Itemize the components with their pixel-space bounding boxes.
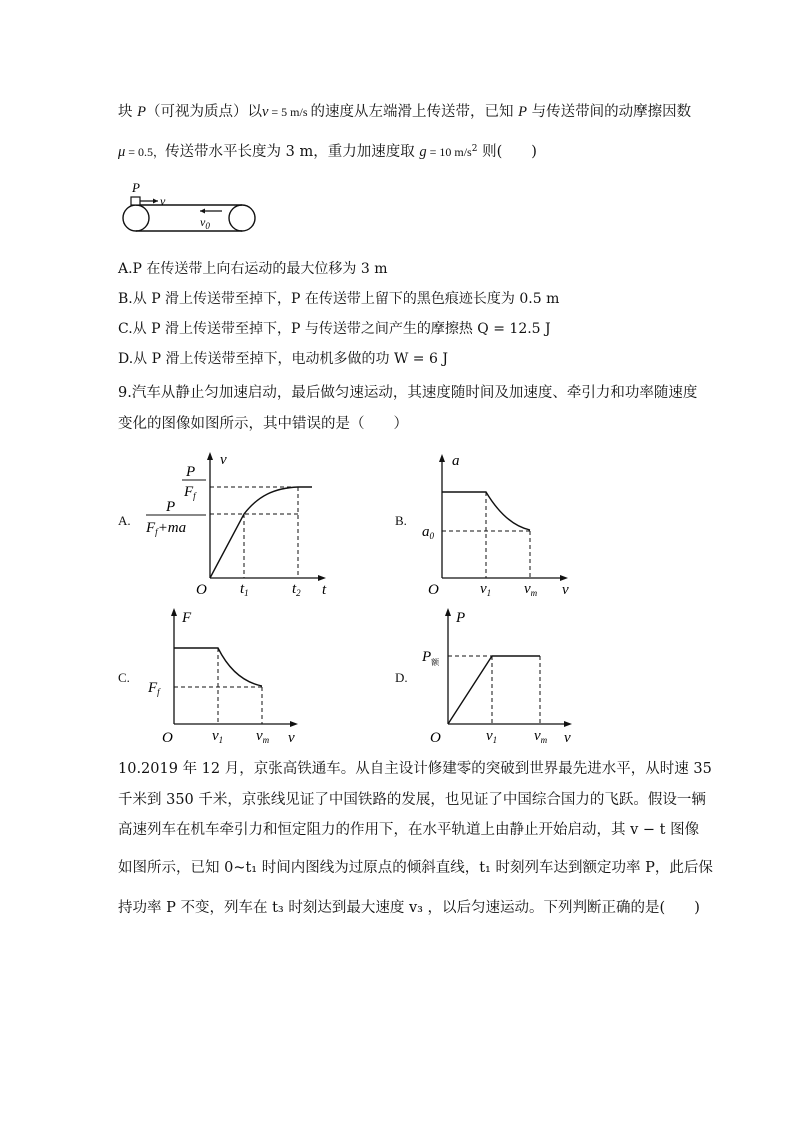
q10-stem-line3: 高速列车在机车牵引力和恒定阻力的作用下，在水平轨道上由静止开始启动，其 v − t 图像	[118, 822, 700, 838]
graph-a-curve	[210, 487, 312, 578]
graph-c-y-label: F	[182, 610, 192, 626]
graph-c-y-arrow	[171, 608, 177, 616]
graph-b-curve	[442, 492, 530, 530]
label-p: P	[132, 180, 140, 195]
q8-option-b[interactable]: B.从 P 滑上传送带至掉下，P 在传送带上留下的黑色痕迹长度为 0.5 m	[118, 291, 560, 307]
q10-stem-line5: 持功率 P 不变，列车在 t₃ 时刻达到最大速度 v₃ ，以后匀速运动。下列判断正确的是( )	[118, 900, 700, 916]
q8-stem-line1: 块 P（可视为质点）以v = 5 m/s 的速度从左端滑上传送带，已知 P 与传送带间的动摩擦因数	[118, 104, 692, 120]
graph-c-vm: $v_m$	[256, 728, 270, 745]
graph-a-frac1-num: P	[186, 464, 196, 480]
q8-option-a[interactable]: A.P 在传送带上向右运动的最大位移为 3 m	[118, 261, 388, 277]
graph-d-x-arrow	[564, 721, 572, 727]
left-pulley	[123, 205, 149, 231]
graph-d-v1: $v_1$	[486, 728, 498, 745]
graph-d-x-label: v	[564, 730, 571, 746]
q10-stem-line4: 如图所示，已知 0~t₁ 时间内图线为过原点的倾斜直线，t₁ 时刻列车达到额定功率 P，此后保	[118, 860, 713, 876]
q10-stem-line1: 10.2019 年 12 月，京张高铁通车。从自主设计修建零的突破到世界最先进水平，从时速 35	[118, 761, 712, 777]
graph-a-t2: $t_2$	[292, 581, 301, 596]
graph-c-curve	[174, 648, 262, 686]
option-b-label[interactable]: B.	[395, 513, 407, 528]
graph-b-x-arrow	[560, 575, 568, 581]
option-c-label[interactable]: C.	[118, 670, 130, 685]
option-a-label[interactable]: A.	[118, 513, 131, 528]
graph-b-y-arrow	[439, 454, 445, 462]
q9-stem-line2: 变化的图像如图所示，其中错误的是（ ）	[118, 416, 408, 432]
graph-b-origin: O	[428, 582, 439, 596]
graph-d-pe: $P_额$	[422, 649, 440, 667]
graph-c-origin: O	[162, 730, 173, 746]
graph-a-y-label: v	[220, 452, 227, 468]
graph-c-ff: $F_f$	[148, 680, 160, 697]
label-v0: $v_0$	[200, 215, 210, 231]
option-d-label[interactable]: D.	[395, 670, 408, 685]
q8-stem-line2: μ = 0.5，传送带水平长度为 3 m，重力加速度取 g = 10 $m/s^2$ 则( )	[118, 144, 537, 160]
graph-b-vm: $v_m$	[524, 581, 538, 596]
graph-a-origin: O	[196, 582, 207, 596]
block-p	[131, 197, 140, 205]
right-pulley	[229, 205, 255, 231]
velocity-arrowhead	[153, 199, 158, 204]
graph-c-v1: $v_1$	[212, 728, 224, 745]
graph-d-vm: $v_m$	[534, 728, 548, 745]
graph-c-x-arrow	[290, 721, 298, 727]
graph-a-frac1-den: $F_f$	[184, 484, 196, 501]
graph-b-y-label: a	[452, 453, 460, 469]
graph-d	[418, 604, 588, 752]
graph-a-frac2-num: P	[166, 499, 176, 515]
graph-a-t1: $t_1$	[240, 581, 249, 596]
q8-option-c[interactable]: C.从 P 滑上传送带至掉下，P 与传送带之间产生的摩擦热 Q = 12.5 J	[118, 321, 551, 337]
label-v: v	[160, 194, 166, 208]
graph-b	[418, 448, 588, 596]
graph-a-x-arrow	[318, 575, 326, 581]
graph-b-v1: $v_1$	[480, 581, 492, 596]
graph-a-y-arrow	[207, 452, 213, 460]
belt-velocity-arrowhead	[200, 209, 205, 214]
graph-b-a0: $a_0$	[422, 524, 434, 541]
graph-d-y-arrow	[445, 608, 451, 616]
q8-option-d[interactable]: D.从 P 滑上传送带至掉下，电动机多做的功 W = 6 J	[118, 351, 448, 367]
graph-c-x-label: v	[288, 730, 295, 746]
q10-stem-line2: 千米到 350 千米，京张线见证了中国铁路的发展，也见证了中国综合国力的飞跃。假设一辆	[118, 792, 706, 808]
graph-d-line	[448, 656, 540, 724]
graph-d-y-label: P	[456, 610, 466, 626]
graph-a	[140, 448, 350, 596]
graph-a-frac2-den: $F_f+ma$	[146, 520, 187, 537]
conveyor-belt-figure	[118, 178, 268, 238]
graph-c	[146, 604, 316, 752]
graph-b-x-label: v	[562, 582, 569, 596]
graph-d-origin: O	[430, 730, 441, 746]
q9-stem-line1: 9.汽车从静止匀加速启动，最后做匀速运动，其速度随时间及加速度、牵引力和功率随速度	[118, 385, 698, 401]
graph-a-x-label: t	[322, 582, 327, 596]
